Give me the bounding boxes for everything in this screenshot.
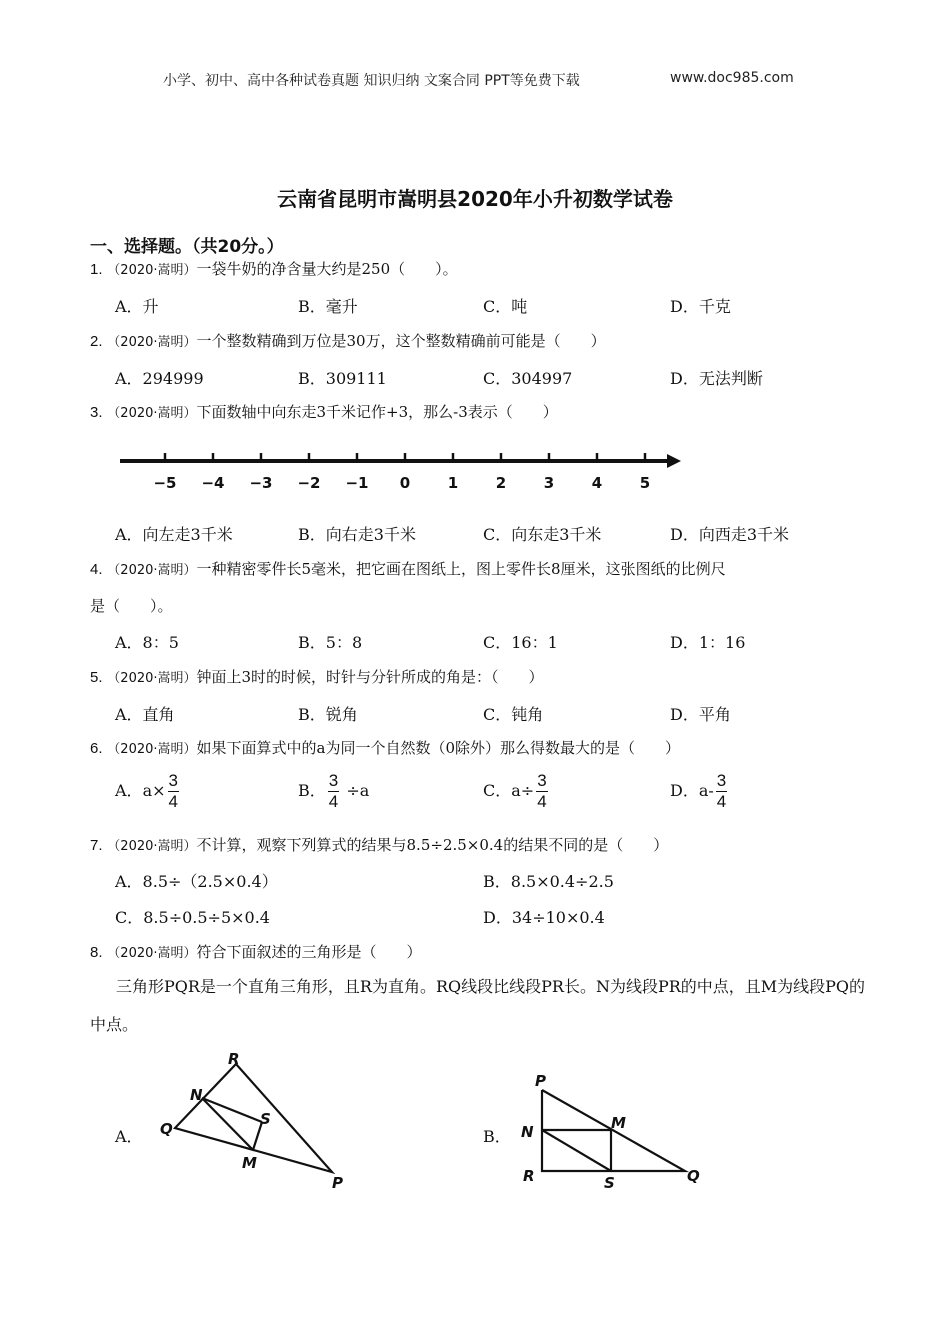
question-text: 下面数轴中向东走3千米记作+3，那么-3表示（ ） xyxy=(196,403,558,421)
question-number: 3. xyxy=(90,404,103,421)
option-d[interactable]: D．34÷10×0.4 xyxy=(483,908,605,927)
question-text: 一袋牛奶的净含量大约是250（ ）。 xyxy=(196,260,458,278)
question-source: （2020·嵩明） xyxy=(107,335,197,350)
section-title: 一、选择题。（共20分。） xyxy=(90,237,284,257)
option-a[interactable]: A．向左走3千米 xyxy=(115,525,233,544)
option-a[interactable]: A． xyxy=(115,1127,143,1146)
option-label: D． xyxy=(670,781,699,800)
option-c[interactable]: C．16：1 xyxy=(483,633,558,652)
triangle-figure-b xyxy=(515,1068,715,1190)
fraction xyxy=(536,772,547,811)
label-s: S xyxy=(260,1110,271,1128)
question-source: （2020·嵩明） xyxy=(107,742,197,757)
option-a[interactable]: A．升 xyxy=(115,297,159,316)
question-8-paragraph: 三角形PQR是一个直角三角形，且R为直角。RQ线段比线段PR长。N为线段PR的中点，且M为线段PQ的中点。 xyxy=(90,977,866,1034)
question-text: 如果下面算式中的a为同一个自然数（0除外）那么得数最大的是（ ） xyxy=(196,739,681,757)
label-r: R xyxy=(523,1167,535,1185)
label-n: N xyxy=(190,1086,203,1104)
question-number: 2. xyxy=(90,333,103,350)
question-number: 7. xyxy=(90,837,103,854)
option-b[interactable]: B．毫升 xyxy=(298,297,358,316)
number-line-label: 0 xyxy=(399,474,411,492)
number-line-arrow xyxy=(667,454,681,468)
question-source: （2020·嵩明） xyxy=(107,671,197,686)
expr-pre: a- xyxy=(698,781,714,800)
label-p: P xyxy=(332,1174,343,1192)
option-d[interactable] xyxy=(670,772,729,811)
number-line-label: 1 xyxy=(447,474,459,492)
question-source: （2020·嵩明） xyxy=(107,839,197,854)
number-line-label: 2 xyxy=(495,474,507,492)
question-number: 5. xyxy=(90,669,103,686)
denominator: 4 xyxy=(716,792,727,811)
question-source: （2020·嵩明） xyxy=(107,946,197,961)
fraction xyxy=(716,772,727,811)
option-label: B． xyxy=(298,781,326,800)
question-text: 一个整数精确到万位是30万，这个整数精确前可能是（ ） xyxy=(196,332,606,350)
option-label: C． xyxy=(483,781,512,800)
question-3 xyxy=(90,401,558,422)
denominator: 4 xyxy=(328,792,339,811)
numerator: 3 xyxy=(537,771,547,790)
number-line-label: −4 xyxy=(201,474,225,492)
denominator: 4 xyxy=(168,792,178,811)
question-number: 6. xyxy=(90,740,103,757)
option-d[interactable]: D．平角 xyxy=(670,705,731,724)
question-number: 8. xyxy=(90,944,103,961)
option-a[interactable]: A．8.5÷（2.5×0.4） xyxy=(115,872,278,891)
question-number: 4. xyxy=(90,561,103,578)
label-p: P xyxy=(535,1072,546,1090)
question-2 xyxy=(90,330,606,351)
option-c[interactable]: C．8.5÷0.5÷5×0.4 xyxy=(115,908,270,927)
label-n: N xyxy=(521,1123,534,1141)
option-b[interactable]: B． xyxy=(483,1127,511,1146)
question-6 xyxy=(90,737,680,758)
label-m: M xyxy=(242,1154,257,1172)
number-line-label: 5 xyxy=(639,474,651,492)
question-text: 一种精密零件长5毫米，把它画在图纸上，图上零件长8厘米，这张图纸的比例尺 xyxy=(196,560,726,578)
question-text: 不计算，观察下列算式的结果与8.5÷2.5×0.4的结果不同的是（ ） xyxy=(196,836,669,854)
option-a[interactable]: A．直角 xyxy=(115,705,175,724)
denominator: 4 xyxy=(537,792,547,811)
header-text: 小学、初中、高中各种试卷真题 知识归纳 文案合同 PPT等免费下载 xyxy=(163,73,580,89)
triangle-figure-a xyxy=(150,1048,360,1193)
question-source: （2020·嵩明） xyxy=(107,406,197,421)
segment-ns xyxy=(202,1098,262,1122)
option-b[interactable]: B．8.5×0.4÷2.5 xyxy=(483,872,614,891)
option-b[interactable]: B．向右走3千米 xyxy=(298,525,416,544)
option-b[interactable] xyxy=(298,772,369,811)
label-q: Q xyxy=(687,1167,700,1185)
option-b[interactable]: B．5：8 xyxy=(298,633,363,652)
question-5 xyxy=(90,666,544,687)
fraction xyxy=(328,772,339,811)
option-b[interactable]: B．309111 xyxy=(298,369,387,388)
number-line-label: −3 xyxy=(249,474,273,492)
label-m: M xyxy=(611,1114,626,1132)
option-c[interactable]: C．吨 xyxy=(483,297,528,316)
header-url[interactable]: www.doc985.com xyxy=(670,70,794,86)
option-d[interactable]: D．千克 xyxy=(670,297,731,316)
label-r: R xyxy=(228,1050,240,1068)
option-label: A． xyxy=(115,781,143,800)
question-text: 符合下面叙述的三角形是（ ） xyxy=(196,943,422,961)
number-line-label: 3 xyxy=(543,474,555,492)
question-source: （2020·嵩明） xyxy=(107,263,197,278)
option-d[interactable]: D．无法判断 xyxy=(670,369,763,388)
question-text-continued: 是（ ）。 xyxy=(90,597,173,615)
option-c[interactable]: C．钝角 xyxy=(483,705,544,724)
number-line-label: −1 xyxy=(345,474,369,492)
option-a[interactable]: A．8：5 xyxy=(115,633,179,652)
option-a[interactable]: A．294999 xyxy=(115,369,204,388)
question-1 xyxy=(90,258,458,279)
question-8 xyxy=(90,941,422,962)
number-line xyxy=(115,440,695,500)
expr-pre: a× xyxy=(142,781,166,800)
option-c[interactable]: C．向东走3千米 xyxy=(483,525,602,544)
label-q: Q xyxy=(160,1120,173,1138)
numerator: 3 xyxy=(168,771,178,790)
page-title: 云南省昆明市嵩明县2020年小升初数学试卷 xyxy=(277,187,673,211)
question-4 xyxy=(90,558,726,579)
expr-post: ÷a xyxy=(346,781,370,800)
question-text: 钟面上3时的时候，时针与分针所成的角是：（ ） xyxy=(196,668,544,686)
segment-ns xyxy=(542,1130,611,1171)
option-d[interactable]: D．向西走3千米 xyxy=(670,525,790,544)
option-c[interactable]: C．304997 xyxy=(483,369,573,388)
option-d[interactable]: D．1：16 xyxy=(670,633,746,652)
option-a[interactable] xyxy=(115,772,181,811)
option-c[interactable] xyxy=(483,772,550,811)
label-s: S xyxy=(604,1174,615,1190)
numerator: 3 xyxy=(716,771,727,790)
fraction xyxy=(168,772,179,811)
number-line-label: −5 xyxy=(153,474,177,492)
question-7 xyxy=(90,834,668,855)
expr-pre: a÷ xyxy=(511,781,535,800)
option-b[interactable]: B．锐角 xyxy=(298,705,358,724)
number-line-label: 4 xyxy=(591,474,603,492)
numerator: 3 xyxy=(328,771,339,790)
question-number: 1. xyxy=(90,261,103,278)
number-line-label: −2 xyxy=(297,474,321,492)
question-source: （2020·嵩明） xyxy=(107,563,197,578)
